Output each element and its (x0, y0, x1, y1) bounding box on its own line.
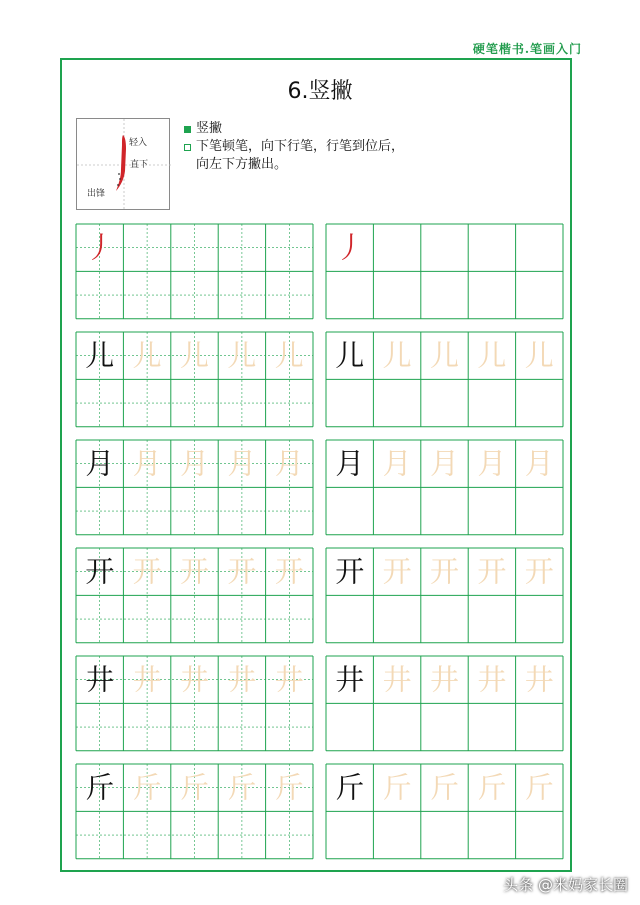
demo-label-exit: 出锋 (87, 189, 106, 199)
practice-grid (75, 331, 314, 428)
trace-character: 儿 (429, 338, 460, 373)
model-character: 儿 (335, 338, 365, 373)
practice-grid (325, 223, 564, 320)
description-heading: 竖撇 (196, 121, 223, 136)
trace-character: 月 (524, 446, 554, 481)
trace-character: 开 (429, 554, 460, 589)
trace-character: 斤 (382, 770, 412, 805)
trace-character: 儿 (274, 338, 304, 373)
practice-grid (325, 331, 564, 428)
model-character: 斤 (335, 770, 365, 805)
trace-character: 斤 (132, 770, 162, 805)
trace-character: 儿 (382, 338, 412, 373)
practice-grid (325, 655, 564, 752)
trace-character: 月 (429, 446, 460, 481)
trace-character: 儿 (227, 338, 257, 373)
model-character: 丿 (335, 230, 365, 265)
model-character: 开 (335, 554, 365, 589)
trace-character: 开 (227, 554, 257, 589)
stroke-description (184, 120, 404, 174)
trace-character: 井 (524, 662, 554, 697)
trace-character: 儿 (524, 338, 554, 373)
practice-grid (75, 655, 314, 752)
model-character: 开 (85, 554, 115, 589)
practice-grid (325, 439, 564, 536)
trace-character: 开 (524, 554, 554, 589)
trace-character: 斤 (227, 770, 257, 805)
model-character: 斤 (85, 770, 115, 805)
trace-character: 井 (227, 662, 257, 697)
lesson-title: 6.竖撇 (287, 79, 353, 104)
trace-character: 井 (274, 662, 304, 697)
trace-character: 井 (429, 662, 460, 697)
trace-character: 月 (132, 446, 162, 481)
trace-character: 月 (274, 446, 304, 481)
practice-grid (325, 763, 564, 860)
description-line1: 下笔顿笔，向下行笔，行笔到位后， (196, 139, 405, 154)
trace-character: 儿 (477, 338, 507, 373)
header-title: 硬笔楷书.笔画入门 (472, 42, 582, 56)
model-character: 丿 (85, 230, 115, 265)
trace-character: 斤 (477, 770, 507, 805)
stroke-demo-box (76, 118, 170, 210)
trace-character: 斤 (524, 770, 554, 805)
model-character: 井 (335, 662, 365, 697)
practice-grid (75, 763, 314, 860)
trace-character: 开 (382, 554, 412, 589)
trace-character: 斤 (179, 770, 210, 805)
model-character: 儿 (85, 338, 115, 373)
trace-character: 月 (179, 446, 210, 481)
model-character: 井 (85, 662, 115, 697)
description-line2: 向左下方撇出。 (196, 157, 288, 172)
trace-character: 开 (132, 554, 162, 589)
practice-grid (75, 547, 314, 644)
trace-character: 开 (179, 554, 210, 589)
trace-character: 斤 (274, 770, 304, 805)
watermark: 头条 @米妈家长圈 (503, 876, 628, 894)
bullet-square-icon (184, 126, 191, 133)
trace-character: 月 (382, 446, 412, 481)
trace-character: 月 (477, 446, 507, 481)
practice-grid (75, 223, 314, 320)
model-character: 月 (335, 446, 365, 481)
practice-grid (75, 439, 314, 536)
demo-label-down: 直下 (130, 160, 149, 170)
bullet-square-outline-icon (184, 144, 191, 151)
demo-label-entry: 轻入 (129, 138, 148, 148)
trace-character: 井 (179, 662, 210, 697)
trace-character: 儿 (179, 338, 210, 373)
trace-character: 儿 (132, 338, 162, 373)
practice-grid (325, 547, 564, 644)
trace-character: 井 (382, 662, 412, 697)
model-character: 月 (85, 446, 115, 481)
stroke-demo-path (116, 135, 126, 191)
trace-character: 月 (227, 446, 257, 481)
trace-character: 开 (274, 554, 304, 589)
trace-character: 斤 (429, 770, 460, 805)
trace-character: 开 (477, 554, 507, 589)
trace-character: 井 (132, 662, 162, 697)
trace-character: 井 (477, 662, 507, 697)
